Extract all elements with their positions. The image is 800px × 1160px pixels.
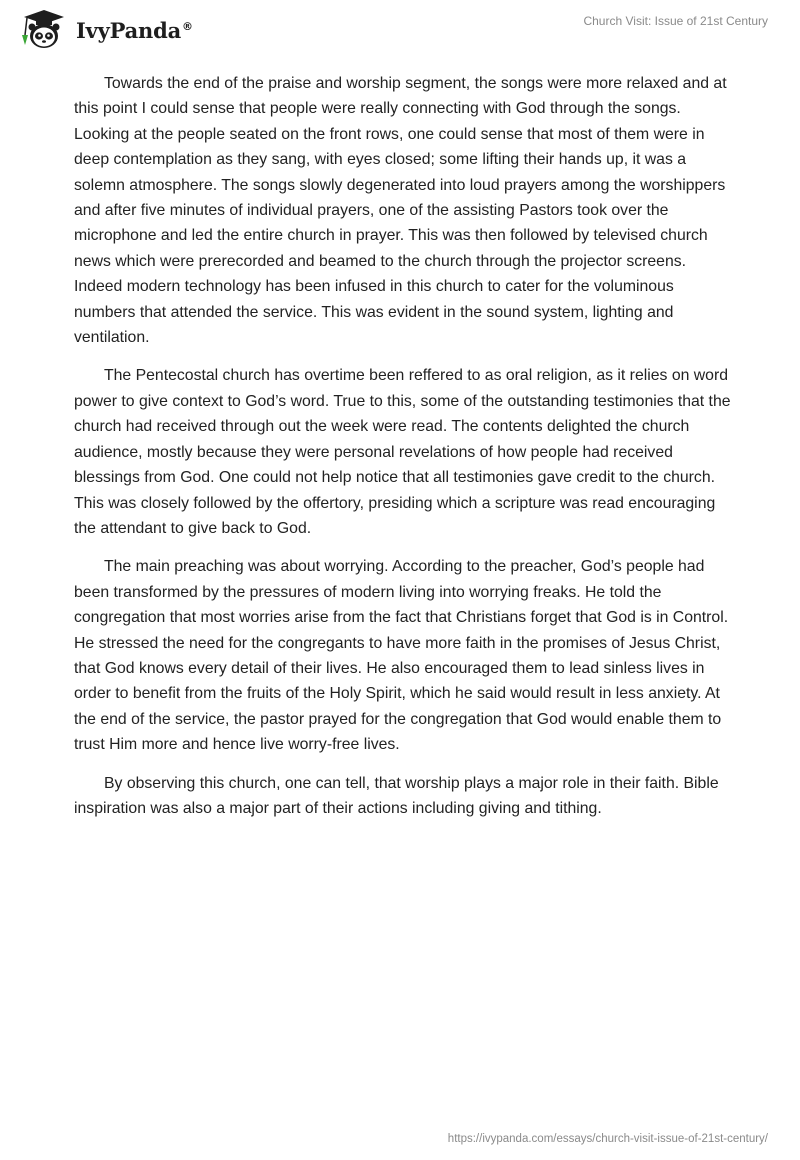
- paragraph: The Pentecostal church has overtime been reffered to as oral religion, as it relies on word power to give context to God’s word. True to this, some of the outstanding testimonies that the church had received through out the week were read. The contents delighted the church audience, mostly because they were personal revelations of how people had received blessings from God. One could not help notice that all testimonies gave credit to the church. This was closely followed by the offertory, presiding which a scripture was read encouraging the attendant to give back to God.: [74, 367, 731, 537]
- paragraph: The main preaching was about worrying. According to the preacher, God’s people had been transformed by the pressures of modern living into worrying freaks. He told the congregation that most worries arise from the fact that Christians forget that God is in Control. He stressed the need for the congregants to have more faith in the promises of Jesus Christ, that God knows every detail of their lives. He also encouraged them to lead sinless lives in order to benefit from the fruits of the Holy Spirit, which he said would result in less anxiety. At the end of the service, the pastor prayed for the congregation that God would enable them to trust Him more and hence live worry-free lives.: [74, 558, 729, 754]
- brand-name: [76, 18, 193, 43]
- page-header: [0, 0, 800, 64]
- essay-body: [74, 71, 734, 834]
- registered-mark: ®: [182, 19, 193, 33]
- document-title: Church Visit: Issue of 21st Century: [583, 14, 768, 28]
- paragraph: By observing this church, one can tell, that worship plays a major role in their faith. Bible inspiration was also a major part of their actions including giving and tithing.: [74, 774, 719, 817]
- source-url[interactable]: https://ivypanda.com/essays/church-visit-issue-of-21st-century/: [447, 1133, 768, 1145]
- brand-logo[interactable]: [14, 7, 193, 51]
- paragraph: Towards the end of the praise and worship segment, the songs were more relaxed and at this point I could sense that people were really connecting with God through the songs. Looking at the people seated on the front rows, one could sense that most of them were in deep contemplation as they sang, with eyes closed; some lifting their hands up, it was a solemn atmosphere. The songs slowly degenerated into loud prayers among the worshippers and after five minutes of individual prayers, one of the assisting Pastors took over the microphone and led the entire church in prayer. This was then followed by televised church news which were prerecorded and beamed to the church through the projector screens. Indeed modern technology has been infused in this church to cater for the voluminous numbers that attended the service. This was evident in the sound system, lighting and ventilation.: [74, 75, 727, 347]
- brand-name-text: IvyPanda: [76, 17, 182, 43]
- panda-graduate-icon: [14, 7, 74, 51]
